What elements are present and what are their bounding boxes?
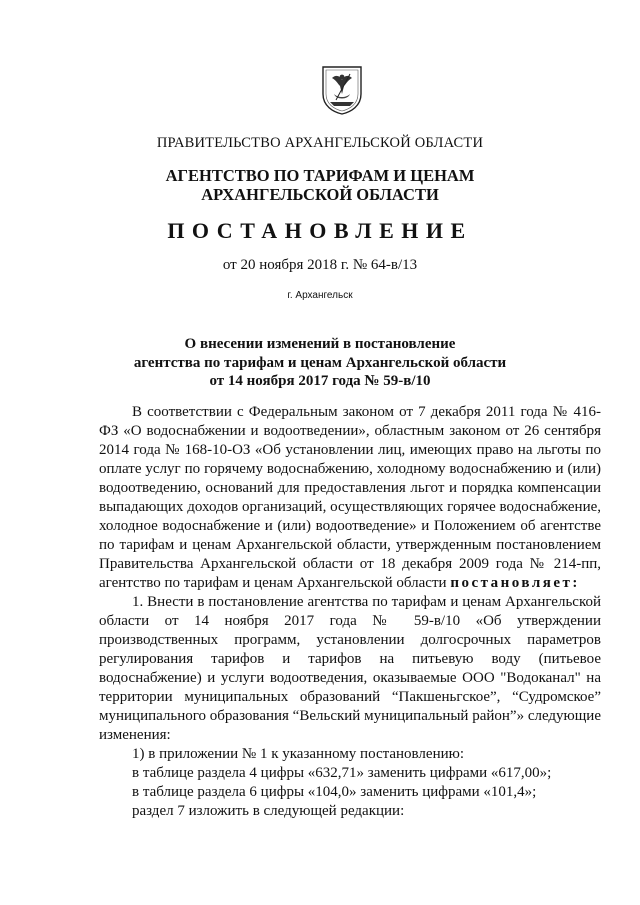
city: г. Архангельск — [287, 290, 353, 301]
arkhangelsk-coat-of-arms-icon — [320, 64, 364, 116]
agency-title — [0, 166, 640, 204]
agency-title-line-2: АРХАНГЕЛЬСКОЙ ОБЛАСТИ — [201, 185, 439, 204]
government-title: ПРАВИТЕЛЬСТВО АРХАНГЕЛЬСКОЙ ОБЛАСТИ — [156, 135, 484, 151]
agency-title-line-1: АГЕНТСТВО ПО ТАРИФАМ И ЦЕНАМ — [165, 166, 475, 185]
clause-1-paragraph: 1. Внести в постановление агентства по тарифам и ценам Архангельской области от 14 ноября 2017 года № 59-в/10 «Об утверждении производственных программ, установлении долгосрочных параметров регулирования тарифов и тарифов на питьевую воду (питьевое водоснабжение) и услуги водоотведения, оказываемые ООО "Водоканал" на территории муниципальных образований “Пакшеньгское”, “Судромское” муниципального образования “Вельский муниципальный район”» следующие изменения: — [99, 594, 601, 743]
subject-line-3: от 14 ноября 2017 года № 59-в/10 — [209, 373, 431, 389]
preamble-text: В соответствии с Федеральным законом от 7 декабря 2011 года № 416-ФЗ «О водоснабжении и водоотведении», областным законом от 26 сентября 2014 года № 168-10-ОЗ «Об установлении лиц, имеющих право на льготы по оплате услуг по горячему водоснабжению, холодному водоснабжению и (или) водоотведению, оснований для предоставления льгот и порядка компенсации выпадающих доходов организаций, осуществляющих горячее водоснабжение, холодное водоснабжение и (или) водоотведение» и Положением об агентстве по тарифам и ценам Архангельской области, утвержденным постановлением Правительства Архангельской области от 18 декабря 2009 года № 214-пп, агентство по тарифам и ценам Архангельской области — [99, 404, 601, 591]
subject-line-1: О внесении изменений в постановление — [184, 336, 456, 352]
resolves-keyword: постановляет: — [450, 575, 580, 591]
change-section-7: раздел 7 изложить в следующей редакции: — [132, 803, 405, 819]
change-table-section-4: в таблице раздела 4 цифры «632,71» заменить цифрами «617,00»; — [132, 765, 552, 781]
document-body — [99, 403, 601, 821]
document-type: ПОСТАНОВЛЕНИЕ — [167, 218, 473, 243]
subject-line-2: агентства по тарифам и ценам Архангельской области — [133, 354, 507, 371]
document-subject — [0, 335, 640, 391]
date-and-number: от 20 ноября 2018 г. № 64-в/13 — [222, 257, 418, 273]
preamble-paragraph — [99, 403, 601, 593]
subclause-1: 1) в приложении № 1 к указанному постановлению: — [132, 746, 464, 762]
change-table-section-6: в таблице раздела 6 цифры «104,0» заменить цифрами «101,4»; — [132, 784, 537, 800]
